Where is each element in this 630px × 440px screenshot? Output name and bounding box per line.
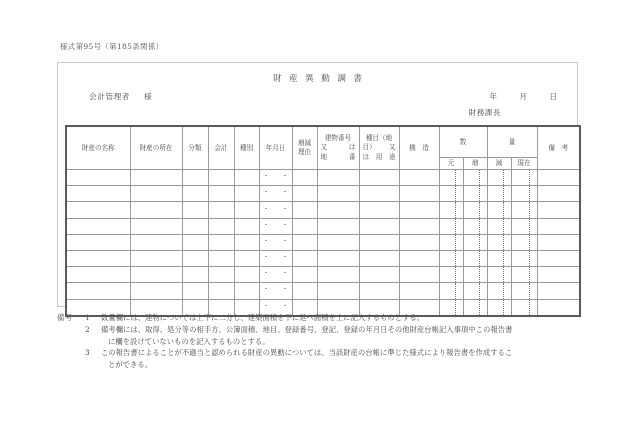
cell-type[interactable] (234, 267, 259, 283)
cell-category[interactable] (182, 186, 208, 202)
cell-genzai[interactable] (511, 283, 537, 299)
cell-account[interactable] (208, 283, 234, 299)
table-row (66, 250, 580, 266)
cell-bldg_no[interactable] (317, 283, 359, 299)
col-header-type-text: 種別 (239, 143, 254, 152)
cell-moto[interactable] (439, 267, 463, 283)
col-header-location-text: 財産の所在 (139, 143, 173, 152)
col-header-remarks (537, 126, 580, 170)
col-header-name-text: 財産の名称 (81, 143, 115, 152)
cell-account[interactable] (208, 218, 234, 234)
cell-location[interactable] (130, 250, 182, 266)
date-entry (260, 219, 292, 234)
cell-gen[interactable] (487, 170, 511, 186)
cell-name[interactable] (66, 202, 130, 218)
cell-date[interactable] (259, 170, 292, 186)
date-entry (260, 170, 292, 185)
date-month-label: 月 (519, 92, 527, 101)
cell-type[interactable] (234, 218, 259, 234)
col-header-reason (292, 126, 317, 170)
date-separator: ・ (282, 286, 289, 294)
cell-gen[interactable] (487, 267, 511, 283)
addressee-honorific: 様 (143, 92, 153, 101)
table-body (66, 170, 580, 316)
cell-bldg_no[interactable] (317, 267, 359, 283)
cell-account[interactable] (208, 186, 234, 202)
table-row (66, 186, 580, 202)
footnote-number: 1 (85, 313, 90, 322)
cell-gen[interactable] (487, 186, 511, 202)
footnote-item (85, 324, 602, 348)
cell-reason[interactable] (292, 234, 317, 250)
cell-moto[interactable] (439, 250, 463, 266)
cell-type[interactable] (234, 170, 259, 186)
cell-gen[interactable] (487, 234, 511, 250)
cell-structure[interactable] (399, 267, 439, 283)
col-header-quantity-left-text: 数 (459, 137, 467, 146)
form-number: 様式第95号（第185条関係） (60, 42, 164, 51)
cell-remarks[interactable] (537, 170, 580, 186)
date-separator: ・ (262, 189, 269, 197)
cell-moto[interactable] (439, 218, 463, 234)
date-separator: ・ (262, 173, 269, 181)
date-separator: ・ (282, 302, 289, 310)
footnote-number: 2 (85, 324, 90, 334)
cell-zou[interactable] (463, 283, 487, 299)
cell-bldg_no[interactable] (317, 218, 359, 234)
date-separator: ・ (282, 173, 289, 181)
date-entry (260, 235, 292, 250)
footnote-continuation: に欄を設けていないものを記入するものとする。 (108, 336, 270, 346)
date-line (489, 91, 557, 102)
col-header-structure (399, 126, 439, 170)
col-header-bldg-line3 (321, 153, 356, 162)
date-entry (260, 283, 292, 298)
cell-use[interactable] (359, 250, 399, 266)
cell-remarks[interactable] (537, 283, 580, 299)
date-separator: ・ (282, 270, 289, 278)
col-header-quantity-right-text: 量 (508, 137, 516, 146)
cell-use[interactable] (359, 218, 399, 234)
cell-location[interactable] (130, 283, 182, 299)
cell-account[interactable] (208, 170, 234, 186)
cell-zou[interactable] (463, 267, 487, 283)
cell-date[interactable] (259, 218, 292, 234)
date-separator: ・ (262, 302, 269, 310)
cell-type[interactable] (234, 283, 259, 299)
date-entry (260, 267, 292, 282)
table-row (66, 283, 580, 299)
cell-category[interactable] (182, 250, 208, 266)
cell-type[interactable] (234, 234, 259, 250)
col-header-quantity-left (439, 126, 487, 158)
cell-remarks[interactable] (537, 202, 580, 218)
col-header-reason-line1: 増減 (297, 139, 312, 148)
col-header-use (359, 126, 399, 170)
cell-category[interactable] (182, 202, 208, 218)
col-header-date (259, 126, 292, 170)
cell-reason[interactable] (292, 186, 317, 202)
date-separator: ・ (282, 254, 289, 262)
col-header-use-line3 (363, 153, 396, 162)
document-frame (57, 62, 578, 310)
cell-name[interactable] (66, 186, 130, 202)
cell-use[interactable] (359, 234, 399, 250)
issuer-title: 財務課長 (468, 108, 501, 117)
cell-remarks[interactable] (537, 250, 580, 266)
cell-date[interactable] (259, 234, 292, 250)
col-header-bldg-line2 (321, 143, 356, 152)
col-header-remarks-text: 備 考 (548, 143, 569, 152)
cell-type[interactable] (234, 186, 259, 202)
cell-reason[interactable] (292, 267, 317, 283)
footnote-item (85, 347, 602, 371)
col-header-use-line2-a: 目） (362, 143, 376, 152)
col-header-building-number (317, 126, 359, 170)
cell-type[interactable] (234, 250, 259, 266)
col-header-account-text: 会計 (214, 143, 228, 152)
date-year-label: 年 (489, 92, 497, 101)
date-separator: ・ (262, 205, 269, 213)
cell-zou[interactable] (463, 202, 487, 218)
date-day-label: 日 (549, 92, 557, 101)
col-header-category-text: 分類 (188, 143, 202, 152)
cell-remarks[interactable] (537, 267, 580, 283)
cell-structure[interactable] (399, 186, 439, 202)
cell-name[interactable] (66, 170, 130, 186)
cell-zou[interactable] (463, 170, 487, 186)
cell-remarks[interactable] (537, 186, 580, 202)
cell-bldg_no[interactable] (317, 186, 359, 202)
table-row (66, 218, 580, 234)
col-header-qty-genzai: 現在 (511, 158, 537, 170)
footnote-item (85, 312, 602, 324)
cell-structure[interactable] (399, 218, 439, 234)
cell-location[interactable] (130, 234, 182, 250)
cell-structure[interactable] (399, 202, 439, 218)
col-header-use-line3-b: 用 (375, 152, 383, 161)
date-separator: ・ (282, 205, 289, 213)
date-separator: ・ (262, 286, 269, 294)
cell-genzai[interactable] (511, 234, 537, 250)
cell-moto[interactable] (439, 170, 463, 186)
addressee-line (89, 91, 152, 102)
table-row (66, 267, 580, 283)
col-header-bldg-line3-b: 番 (348, 152, 356, 161)
col-header-structure-text: 構 造 (409, 143, 429, 152)
cell-structure[interactable] (399, 234, 439, 250)
cell-location[interactable] (130, 186, 182, 202)
cell-date[interactable] (259, 267, 292, 283)
cell-structure[interactable] (399, 250, 439, 266)
date-separator: ・ (282, 189, 289, 197)
date-separator: ・ (282, 237, 289, 245)
cell-use[interactable] (359, 170, 399, 186)
cell-date[interactable] (259, 283, 292, 299)
cell-use[interactable] (359, 283, 399, 299)
cell-category[interactable] (182, 218, 208, 234)
cell-location[interactable] (130, 267, 182, 283)
cell-date[interactable] (259, 202, 292, 218)
col-header-name (66, 126, 130, 170)
cell-structure[interactable] (399, 170, 439, 186)
cell-account[interactable] (208, 250, 234, 266)
cell-structure[interactable] (399, 283, 439, 299)
cell-reason[interactable] (292, 250, 317, 266)
footnote-text: 数量欄には、建物については上下に二分し、建築面積を下に延べ面積を上に記入するものとする。 (101, 313, 425, 322)
cell-reason[interactable] (292, 202, 317, 218)
cell-name[interactable] (66, 250, 130, 266)
cell-genzai[interactable] (511, 186, 537, 202)
cell-moto[interactable] (439, 202, 463, 218)
cell-name[interactable] (66, 267, 130, 283)
cell-location[interactable] (130, 218, 182, 234)
cell-gen[interactable] (487, 250, 511, 266)
footnote-continuation: とができる。 (108, 360, 153, 370)
cell-zou[interactable] (463, 250, 487, 266)
col-header-bldg-line1: 建物番号 (324, 134, 352, 143)
cell-name[interactable] (66, 218, 130, 234)
table-row (66, 202, 580, 218)
date-entry (260, 186, 292, 201)
col-header-building-number-text (318, 127, 359, 169)
cell-category[interactable] (182, 170, 208, 186)
date-separator: ・ (262, 254, 269, 262)
cell-date[interactable] (259, 250, 292, 266)
col-header-bldg-line2-a: 又 (320, 143, 328, 152)
table-row (66, 234, 580, 250)
col-header-date-text: 年月日 (265, 143, 286, 152)
col-header-location (130, 126, 182, 170)
document-title: 財産異動調書 (272, 74, 370, 84)
col-header-bldg-line2-b: は (348, 143, 356, 152)
date-separator: ・ (262, 237, 269, 245)
cell-bldg_no[interactable] (317, 202, 359, 218)
cell-reason[interactable] (292, 283, 317, 299)
cell-use[interactable] (359, 186, 399, 202)
cell-zou[interactable] (463, 186, 487, 202)
cell-category[interactable] (182, 267, 208, 283)
cell-gen[interactable] (487, 218, 511, 234)
col-header-use-line3-a: は (362, 152, 370, 161)
cell-location[interactable] (130, 170, 182, 186)
table-row (66, 170, 580, 186)
cell-gen[interactable] (487, 283, 511, 299)
cell-name[interactable] (66, 283, 130, 299)
date-entry (260, 251, 292, 266)
cell-use[interactable] (359, 202, 399, 218)
table-header-row-main (66, 126, 580, 158)
col-header-account (208, 126, 234, 170)
footnotes (57, 312, 602, 371)
addressee-name: 会計管理者 (89, 92, 130, 101)
col-header-quantity-right (487, 126, 537, 158)
footnote-text: この報告書によることが不適当と認められる財産の異動については、当該財産の台帳に準じた様式により報告書を作成するこ とができる。 (101, 347, 602, 371)
cell-account[interactable] (208, 234, 234, 250)
col-header-reason-text (293, 127, 317, 169)
cell-bldg_no[interactable] (317, 234, 359, 250)
cell-remarks[interactable] (537, 234, 580, 250)
date-entry (260, 202, 292, 217)
col-header-reason-line2: 理由 (297, 148, 312, 156)
col-header-use-line2-b: 又 (388, 143, 396, 152)
date-separator: ・ (282, 221, 289, 229)
col-header-bldg-line3-a: 地 (320, 152, 328, 161)
cell-genzai[interactable] (511, 250, 537, 266)
col-header-use-line2 (363, 143, 396, 152)
date-separator: ・ (262, 270, 269, 278)
cell-genzai[interactable] (511, 202, 537, 218)
footnotes-list (57, 312, 602, 371)
cell-account[interactable] (208, 267, 234, 283)
cell-account[interactable] (208, 202, 234, 218)
cell-name[interactable] (66, 234, 130, 250)
cell-zou[interactable] (463, 218, 487, 234)
cell-moto[interactable] (439, 186, 463, 202)
cell-category[interactable] (182, 283, 208, 299)
cell-location[interactable] (130, 202, 182, 218)
cell-reason[interactable] (292, 218, 317, 234)
cell-zou[interactable] (463, 234, 487, 250)
cell-genzai[interactable] (511, 218, 537, 234)
cell-genzai[interactable] (511, 170, 537, 186)
col-header-qty-zou: 増 (463, 158, 487, 170)
col-header-use-line1: 種目（地 (365, 134, 393, 143)
col-header-qty-moto: 元 (439, 158, 463, 170)
col-header-use-line3-c: 途 (388, 152, 396, 161)
cell-remarks[interactable] (537, 218, 580, 234)
cell-moto[interactable] (439, 234, 463, 250)
cell-type[interactable] (234, 202, 259, 218)
cell-bldg_no[interactable] (317, 250, 359, 266)
cell-bldg_no[interactable] (317, 170, 359, 186)
footnote-text: 備考欄には、取得、処分等の相手方、公簿面積、地目、登録番号、登記、登録の年月日その他財産台帳記入事項中この報告書 に欄を設けていないものを記入するものとする。 (101, 324, 602, 348)
cell-category[interactable] (182, 234, 208, 250)
date-separator: ・ (262, 221, 269, 229)
cell-reason[interactable] (292, 170, 317, 186)
property-change-table (65, 125, 581, 317)
col-header-type (234, 126, 259, 170)
cell-date[interactable] (259, 186, 292, 202)
col-header-use-text (360, 127, 399, 169)
footnotes-label: 備考 (57, 313, 73, 322)
cell-use[interactable] (359, 267, 399, 283)
footnote-number: 3 (85, 348, 90, 358)
cell-moto[interactable] (439, 283, 463, 299)
cell-gen[interactable] (487, 202, 511, 218)
col-header-category (182, 126, 208, 170)
col-header-qty-gen: 減 (487, 158, 511, 170)
cell-genzai[interactable] (511, 267, 537, 283)
